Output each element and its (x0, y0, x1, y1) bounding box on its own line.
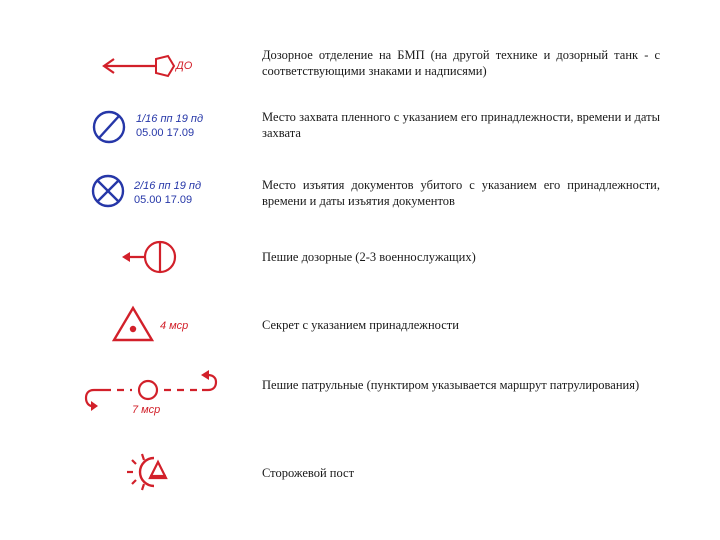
documents-seizure-circle-cross-icon (70, 172, 130, 216)
scout-squad-label: ДО (176, 60, 193, 72)
documents-seizure-datetime-label: 05.00 17.09 (134, 194, 193, 206)
guard-post-symbol (70, 448, 250, 498)
guard-post-description: Сторожевой пост (262, 466, 355, 480)
foot-patrol-symbol (70, 372, 250, 420)
prisoner-capture-unit-label: 1/16 пп 19 пд (136, 113, 204, 125)
foot-scouts-symbol (70, 238, 250, 278)
foot-patrol-unit-label: 7 мср (132, 404, 161, 416)
secret-post-unit-label: 4 мср (160, 320, 189, 332)
documents-seizure-description: Место изъятия документов убитого с указанием его принадлежности, времени и даты изъятия документов (262, 178, 660, 208)
prisoner-capture-symbol (70, 107, 250, 151)
scout-squad-description: Дозорное отделение на БМП (на другой технике и дозорный танк - с соответствующими знаками и надписями) (262, 48, 660, 78)
prisoner-capture-description: Место захвата пленного с указанием его принадлежности, времени и даты захвата (262, 110, 660, 140)
secret-post-description: Секрет с указанием принадлежности (262, 318, 459, 332)
scout-squad-arrow-icon (70, 48, 180, 88)
secret-post-triangle-icon (70, 302, 160, 346)
guard-post-icon (70, 448, 180, 498)
foot-scouts-circle-icon (70, 238, 180, 278)
scout-squad-symbol (70, 48, 250, 88)
secret-post-symbol (70, 302, 250, 346)
foot-scouts-description: Пешие дозорные (2-3 военнослужащих) (262, 250, 476, 264)
documents-seizure-symbol (70, 172, 250, 216)
prisoner-capture-circle-slash-icon (70, 107, 130, 151)
foot-patrol-description: Пешие патрульные (пунктиром указывается маршрут патрулирования) (262, 378, 640, 392)
documents-seizure-unit-label: 2/16 пп 19 пд (134, 180, 202, 192)
prisoner-capture-datetime-label: 05.00 17.09 (136, 127, 195, 139)
